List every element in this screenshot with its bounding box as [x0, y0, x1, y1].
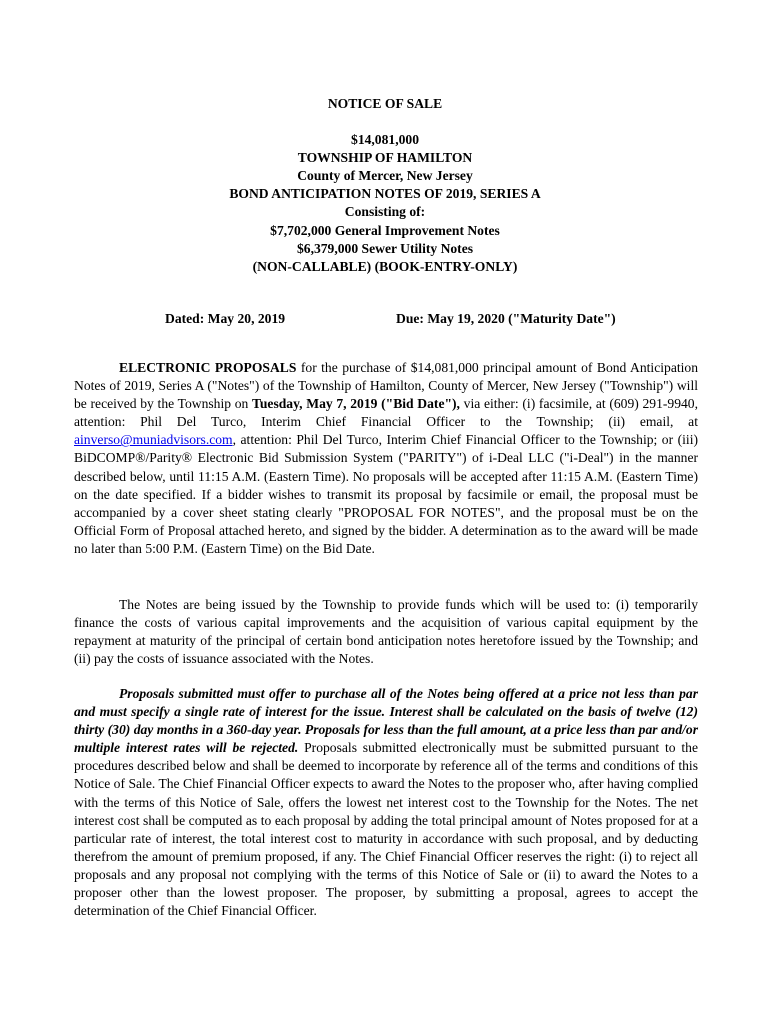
header-spacer — [0, 113, 770, 131]
consisting-of: Consisting of: — [344, 204, 426, 220]
series-title: BOND ANTICIPATION NOTES OF 2019, SERIES A — [229, 186, 541, 202]
paragraph-electronic-proposals — [74, 359, 698, 558]
issuer-name: TOWNSHIP OF HAMILTON — [297, 150, 473, 166]
para1-text-3: , attention: Phil Del Turco, Interim Chief Financial Officer to the Township; or (iii) BiDCOMP®/Parity® Electronic Bid Submission System ("PARITY") of i-Deal LLC ("i-Deal") in the manner described below, until 11:15 A.M. (Eastern Time). No proposals will be accepted after 11:15 A.M. (Eastern Time) on the date specified. If a bidder wishes to transmit its proposal by facsimile or email, the proposal must be accompanied by a cover sheet stating clearly "PROPOSAL FOR NOTES", and the proposal must be on the Official Form of Proposal attached hereto, and signed by the bidder. A determination as to the award will be made no later than 5:00 P.M. (Eastern Time) on the Bid Date. — [74, 432, 698, 556]
notice-title: NOTICE OF SALE — [327, 96, 443, 111]
bid-date: Tuesday, May 7, 2019 ("Bid Date"), — [252, 396, 460, 412]
dated-date: Dated: May 20, 2019 — [165, 311, 286, 326]
proposal-requirements: Proposals submitted must offer to purchase all of the Notes being offered at a price not less than par and must specify a single rate of interest for the issue. Interest shall be calculated on the basis of twelve (12) thirty (30) day months in a 360-day year. Proposals for less than the full amount, at a price less than par and/or multiple interest rates will be rejected. — [74, 686, 698, 756]
para3-text: Proposals submitted electronically must be submitted pursuant to the procedures described below and shall be deemed to incorporate by reference all of the terms and conditions of this Notice of Sale. The Chief Financial Officer expects to award the Notes to the proposer who, after having complied with the terms of this Notice of Sale, offers the lowest net interest cost to the Township for the Notes. The net interest cost shall be computed as to each proposal by adding the total principal amount of Notes proposed for at a particular rate of interest, the total interest cost to maturity in accordance with such proposal, and by deducting therefrom the amount of premium proposed, if any. The Chief Financial Officer reserves the right: (i) to reject all proposals and any proposal not complying with the terms of this Notice of Sale or (ii) to award the Notes to a proposer other than the lowest proposer. The proposer, by submitting a proposal, agrees to accept the determination of the Chief Financial Officer. — [74, 740, 698, 919]
para1-text-2: via either: (i) facsimile, at (609) 291-9940, attention: Phil Del Turco, Interim Chief Financial Officer to the Township; (ii) email, at — [74, 396, 698, 430]
paragraph-purpose — [74, 596, 698, 668]
notice-header — [0, 95, 770, 276]
principal-amount: $14,081,000 — [351, 132, 419, 148]
due-date: Due: May 19, 2020 ("Maturity Date") — [396, 311, 616, 326]
para2-text: The Notes are being issued by the Township to provide funds which will be used to: (i) temporarily finance the costs of various capital improvements and the acquisition of various capital equipment by the repayment at maturity of the principal of certain bond anticipation notes heretofore issued by the Township; and (ii) pay the costs of issuance associated with the Notes. — [74, 597, 698, 667]
electronic-proposals-lead: ELECTRONIC PROPOSALS — [119, 360, 297, 375]
email-link[interactable]: ainverso@muniadvisors.com — [74, 432, 233, 448]
callable-flags: (NON-CALLABLE) (BOOK-ENTRY-ONLY) — [252, 258, 518, 274]
sewer-utility-notes: $6,379,000 Sewer Utility Notes — [296, 240, 474, 256]
general-improvement-notes: $7,702,000 General Improvement Notes — [270, 222, 500, 238]
para1-text-1: for the purchase of $14,081,000 principal amount of Bond Anticipation Notes of 2019, Series A ("Notes") of the Township of Hamilton, County of Mercer, New Jersey ("Township") will be received by the Township on — [74, 360, 698, 412]
county-state: County of Mercer, New Jersey — [297, 168, 473, 184]
paragraph-proposal-terms — [74, 685, 698, 920]
